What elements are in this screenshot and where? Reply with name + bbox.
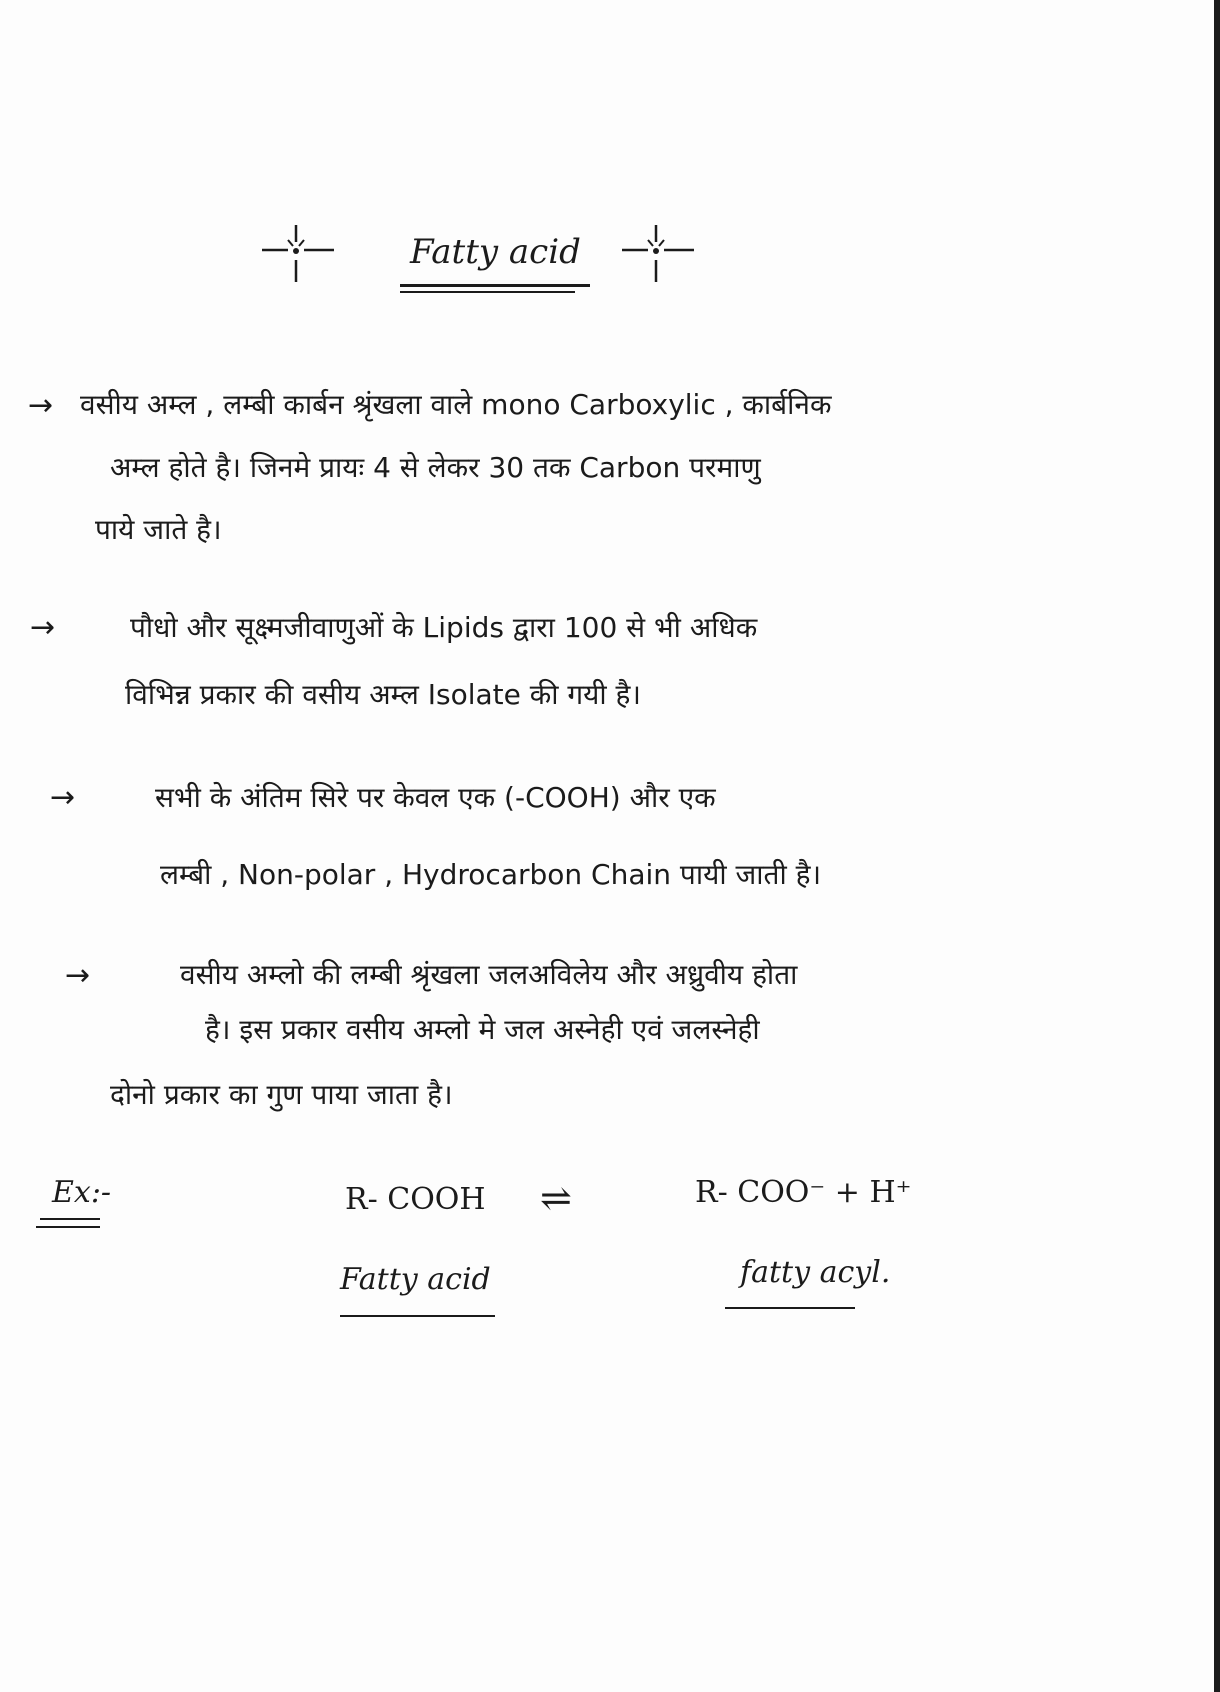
reactant-caption-underline: [340, 1315, 495, 1317]
point-4-arrow: →: [65, 958, 91, 993]
point-1-line-1: वसीय अम्ल , लम्बी कार्बन श्रृंखला वाले mono Carboxylic , कार्बनिक: [80, 388, 832, 421]
point-4-line-2: है। इस प्रकार वसीय अम्लो मे जल अस्नेही एवं जलस्नेही: [205, 1013, 760, 1046]
point-1-line-2: अम्ल होते है। जिनमे प्रायः 4 से लेकर 30 तक Carbon परमाणु: [110, 451, 761, 484]
product-caption-underline: [725, 1307, 855, 1309]
title-underline: [400, 284, 590, 287]
point-3-line-1: सभी के अंतिम सिरे पर केवल एक (-COOH) और एक: [155, 781, 716, 814]
point-4-line-3: दोनो प्रकार का गुण पाया जाता है।: [110, 1078, 453, 1111]
page-title: Fatty acid: [410, 232, 581, 272]
right-sparkle-icon: [620, 220, 700, 290]
point-2-line-1: पौधो और सूक्ष्मजीवाणुओं के Lipids द्वारा 100 से भी अधिक: [130, 611, 758, 644]
point-3-arrow: →: [50, 780, 76, 815]
title-underline-second: [400, 291, 575, 293]
point-2-line-2: विभिन्न प्रकार की वसीय अम्ल Isolate की गयी है।: [125, 678, 642, 711]
example-label-underline-second: [36, 1226, 100, 1228]
example-label: Ex:-: [52, 1175, 112, 1210]
example-label-underline: [40, 1218, 100, 1220]
point-1-arrow: →: [28, 388, 54, 423]
point-2-arrow: →: [30, 610, 56, 645]
left-sparkle-icon: [260, 220, 340, 290]
point-1-line-3: पाये जाते है।: [95, 513, 222, 546]
equation-reactant: R- COOH: [345, 1182, 486, 1217]
title-block: [260, 220, 740, 300]
page-edge: [1214, 0, 1220, 1692]
product-caption: fatty acyl.: [740, 1255, 891, 1290]
equation-products: R- COO⁻ + H⁺: [695, 1175, 912, 1210]
point-4-line-1: वसीय अम्लो की लम्बी श्रृंखला जलअविलेय और अध्रुवीय होता: [180, 958, 798, 991]
reactant-caption: Fatty acid: [340, 1262, 491, 1297]
point-3-line-2: लम्बी , Non-polar , Hydrocarbon Chain पायी जाती है।: [160, 858, 822, 891]
equilibrium-arrow: ⇌: [540, 1176, 572, 1220]
